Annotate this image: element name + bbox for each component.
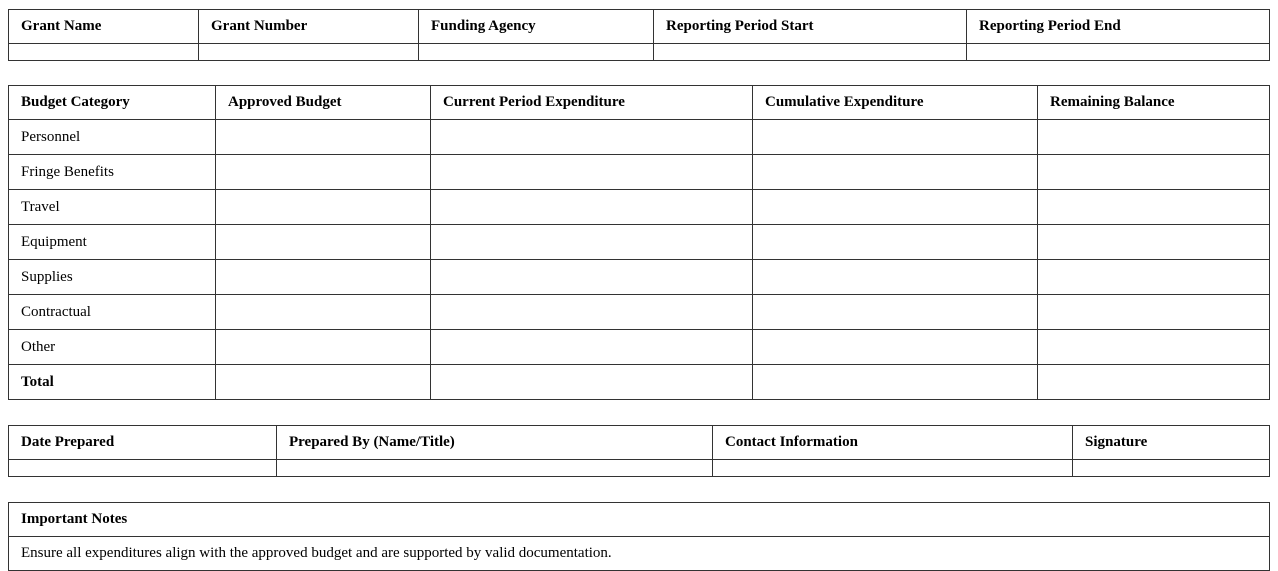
approved-budget-cell[interactable] (216, 190, 431, 225)
header-period-end: Reporting Period End (967, 10, 1270, 44)
current-expenditure-cell[interactable] (431, 155, 753, 190)
cumulative-expenditure-cell[interactable] (753, 260, 1038, 295)
header-approved-budget: Approved Budget (216, 86, 431, 120)
preparer-table (8, 425, 1270, 477)
notes-header: Important Notes (9, 503, 1270, 537)
current-expenditure-cell[interactable] (431, 295, 753, 330)
cumulative-expenditure-cell[interactable] (753, 190, 1038, 225)
cumulative-expenditure-cell[interactable] (753, 365, 1038, 400)
current-expenditure-cell[interactable] (431, 120, 753, 155)
header-current-expenditure: Current Period Expenditure (431, 86, 753, 120)
header-grant-name: Grant Name (9, 10, 199, 44)
approved-budget-cell[interactable] (216, 155, 431, 190)
approved-budget-cell[interactable] (216, 365, 431, 400)
current-expenditure-cell[interactable] (431, 260, 753, 295)
header-signature: Signature (1073, 426, 1270, 460)
remaining-balance-cell[interactable] (1038, 330, 1270, 365)
remaining-balance-cell[interactable] (1038, 225, 1270, 260)
header-funding-agency: Funding Agency (419, 10, 654, 44)
budget-row (9, 330, 1270, 365)
current-expenditure-cell[interactable] (431, 190, 753, 225)
remaining-balance-cell[interactable] (1038, 260, 1270, 295)
budget-category-cell: Other (9, 330, 216, 365)
header-prepared-by: Prepared By (Name/Title) (277, 426, 713, 460)
header-period-start: Reporting Period Start (654, 10, 967, 44)
funding-agency-cell[interactable] (419, 44, 654, 61)
current-expenditure-cell[interactable] (431, 365, 753, 400)
approved-budget-cell[interactable] (216, 295, 431, 330)
budget-category-cell: Supplies (9, 260, 216, 295)
grant-info-table (8, 9, 1270, 61)
header-remaining-balance: Remaining Balance (1038, 86, 1270, 120)
budget-category-cell: Travel (9, 190, 216, 225)
budget-row (9, 295, 1270, 330)
budget-category-cell: Equipment (9, 225, 216, 260)
budget-category-cell: Fringe Benefits (9, 155, 216, 190)
header-grant-number: Grant Number (199, 10, 419, 44)
approved-budget-cell[interactable] (216, 225, 431, 260)
header-cumulative-expenditure: Cumulative Expenditure (753, 86, 1038, 120)
remaining-balance-cell[interactable] (1038, 155, 1270, 190)
budget-category-cell: Personnel (9, 120, 216, 155)
header-contact-information: Contact Information (713, 426, 1073, 460)
current-expenditure-cell[interactable] (431, 330, 753, 365)
cumulative-expenditure-cell[interactable] (753, 225, 1038, 260)
period-end-cell[interactable] (967, 44, 1270, 61)
notes-table (8, 502, 1270, 571)
budget-table (8, 85, 1270, 400)
prepared-by-cell[interactable] (277, 460, 713, 477)
remaining-balance-cell[interactable] (1038, 365, 1270, 400)
cumulative-expenditure-cell[interactable] (753, 120, 1038, 155)
cumulative-expenditure-cell[interactable] (753, 295, 1038, 330)
remaining-balance-cell[interactable] (1038, 295, 1270, 330)
approved-budget-cell[interactable] (216, 120, 431, 155)
notes-text: Ensure all expenditures align with the approved budget and are supported by valid documentation. (9, 537, 1270, 571)
budget-row (9, 260, 1270, 295)
header-budget-category: Budget Category (9, 86, 216, 120)
date-prepared-cell[interactable] (9, 460, 277, 477)
signature-cell[interactable] (1073, 460, 1270, 477)
budget-category-cell: Total (9, 365, 216, 400)
remaining-balance-cell[interactable] (1038, 190, 1270, 225)
budget-row (9, 365, 1270, 400)
cumulative-expenditure-cell[interactable] (753, 155, 1038, 190)
budget-category-cell: Contractual (9, 295, 216, 330)
approved-budget-cell[interactable] (216, 260, 431, 295)
budget-row (9, 155, 1270, 190)
budget-row (9, 190, 1270, 225)
period-start-cell[interactable] (654, 44, 967, 61)
budget-row (9, 225, 1270, 260)
contact-information-cell[interactable] (713, 460, 1073, 477)
budget-row (9, 120, 1270, 155)
grant-number-cell[interactable] (199, 44, 419, 61)
cumulative-expenditure-cell[interactable] (753, 330, 1038, 365)
grant-name-cell[interactable] (9, 44, 199, 61)
header-date-prepared: Date Prepared (9, 426, 277, 460)
remaining-balance-cell[interactable] (1038, 120, 1270, 155)
current-expenditure-cell[interactable] (431, 225, 753, 260)
approved-budget-cell[interactable] (216, 330, 431, 365)
